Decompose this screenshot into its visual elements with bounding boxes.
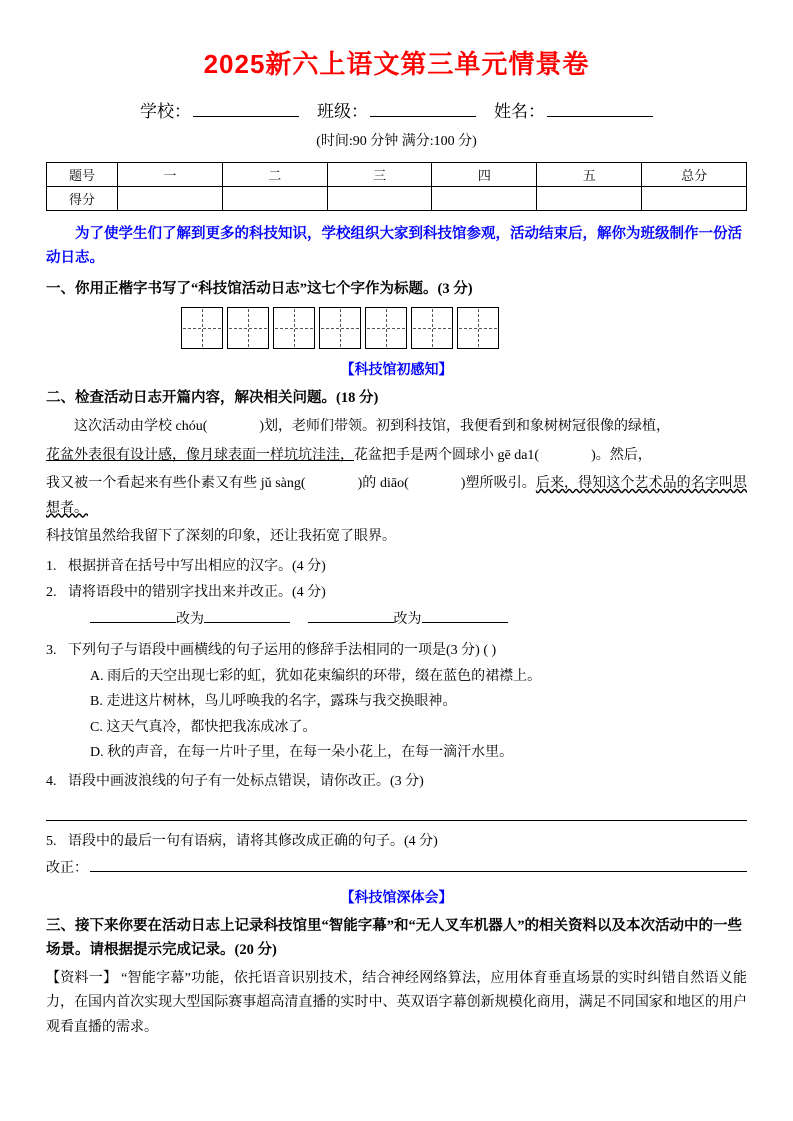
correct-label: 改正： <box>46 861 88 877</box>
right-char-blank-1[interactable] <box>204 607 290 623</box>
question-2-4 <box>46 769 747 794</box>
grid-cell[interactable] <box>319 307 361 349</box>
question-2-items-4 <box>46 769 747 794</box>
exam-subtitle: (时间:90 分钟 满分:100 分) <box>316 134 477 149</box>
item-text: 下列句子与语段中画横线的句子运用的修辞手法相同的一项是(3 分) ( ) <box>68 643 497 659</box>
table-row <box>47 163 747 187</box>
to-label-1: 改为 <box>176 612 204 628</box>
score-table-col-2: 二 <box>222 163 327 187</box>
item-number: 3. <box>46 643 57 659</box>
score-cell-3[interactable] <box>327 187 432 211</box>
question-2-1 <box>46 554 747 579</box>
passage-text-3: 花盆把手是两个圆球小 gē da1( <box>354 447 540 463</box>
class-field <box>317 97 476 122</box>
material-1-text: “智能字幕”功能，依托语音识别技术，结合神经网络算法，应用体育垂直场景的实时纠错自然语义能力，在国内首次实现大型国际赛事超高清直播的实时中、英双语字幕创新规模化商用，满足不同国家和地区的用户观看直播的需求。 <box>46 970 747 1035</box>
section-tag-1: 【科技馆初感知】 <box>340 363 453 379</box>
passage-line-3 <box>46 472 747 521</box>
item-number: 1. <box>46 558 57 574</box>
score-cell-5[interactable] <box>537 187 642 211</box>
grid-cell[interactable] <box>411 307 453 349</box>
passage-line-2 <box>46 444 747 469</box>
name-label: 姓名： <box>494 102 545 121</box>
score-table-col-1: 一 <box>118 163 223 187</box>
passage-text-8: 科技馆虽然给我留下了深刻的印象，还让我拓宽了眼界。 <box>46 529 396 545</box>
answer-row-q5[interactable] <box>46 856 747 877</box>
passage-text-6: )的 diāo( <box>357 476 409 492</box>
passage-line-1 <box>46 415 747 440</box>
section-tag-2: 【科技馆深体会】 <box>340 891 453 907</box>
item-number: 4. <box>46 774 57 790</box>
passage-text-1: 这次活动由学校 chóu( <box>74 419 208 435</box>
name-field <box>494 97 653 122</box>
grid-cell[interactable] <box>365 307 407 349</box>
table-row <box>47 187 747 211</box>
school-label: 学校： <box>140 102 191 121</box>
question-2-items <box>46 554 747 605</box>
score-table-row-header-2: 得分 <box>47 187 118 211</box>
name-input[interactable] <box>547 100 653 117</box>
page-title: 2025新六上语文第三单元情景卷 <box>203 49 590 79</box>
score-table-row-header: 题号 <box>47 163 118 187</box>
score-cell-total[interactable] <box>642 187 747 211</box>
correction-answer-row[interactable] <box>46 606 747 634</box>
school-field <box>140 97 299 122</box>
class-label: 班级： <box>317 102 368 121</box>
grid-cell[interactable] <box>457 307 499 349</box>
to-label-2: 改为 <box>393 612 422 628</box>
score-table <box>46 162 747 211</box>
grid-cell[interactable] <box>227 307 269 349</box>
passage-text-5: 我又被一个看起来有些仆素又有些 jǔ sàng( <box>46 476 306 492</box>
score-table-col-4: 四 <box>432 163 537 187</box>
material-1 <box>46 967 747 1041</box>
score-cell-4[interactable] <box>432 187 537 211</box>
question-1-heading: 一、你用正楷字书写了“科技馆活动日志”这七个字作为标题。(3 分) <box>46 280 473 297</box>
wrong-char-blank-2[interactable] <box>308 607 394 623</box>
right-char-blank-2[interactable] <box>422 607 508 623</box>
score-table-col-total: 总分 <box>642 163 747 187</box>
passage-text-7: )塑所吸引。 <box>460 476 536 492</box>
item-text: 语段中的最后一句有语病，请将其修改成正确的句子。(4 分) <box>68 834 438 850</box>
passage-wavy-sentence: 后来，得知这个艺术品的名字叫思想者。 <box>46 476 747 516</box>
question-2-2 <box>46 580 747 605</box>
passage-underlined-sentence: 花盆外表很有设计感，像月球表面一样坑坑洼洼， <box>46 447 354 463</box>
item-text: 根据拼音在括号中写出相应的汉字。(4 分) <box>68 558 326 574</box>
score-cell-2[interactable] <box>222 187 327 211</box>
question-2-items-5 <box>46 829 747 854</box>
item-text: 请将语段中的错别字找出来并改正。(4 分) <box>68 584 326 600</box>
option-b[interactable]: B. 走进这片树林，鸟儿呼唤我的名字，露珠与我交换眼神。 <box>90 694 457 710</box>
grid-cell[interactable] <box>273 307 315 349</box>
school-input[interactable] <box>193 100 299 117</box>
identity-line <box>46 97 747 122</box>
handwriting-grid[interactable] <box>181 307 747 349</box>
option-a[interactable]: A. 雨后的天空出现七彩的虹，犹如花束编织的环带，缀在蓝色的裙襟上。 <box>90 669 542 685</box>
class-input[interactable] <box>370 100 476 117</box>
option-c[interactable]: C. 这天气真冷，都快把我冻成冰了。 <box>90 719 317 735</box>
option-d[interactable]: D. 秋的声音，在每一片叶子里，在每一朵小花上，在每一滴汗水里。 <box>90 744 514 760</box>
answer-line-q5[interactable] <box>90 856 747 872</box>
question-2-3 <box>46 638 747 663</box>
answer-line-q4[interactable] <box>46 798 747 821</box>
intro-paragraph: 为了使学生们了解到更多的科技知识，学校组织大家到科技馆参观，活动结束后，解你为班级制作一份活动日志。 <box>46 226 742 266</box>
score-cell-1[interactable] <box>118 187 223 211</box>
passage-text-2: )划，老师们带领。初到科技馆，我便看到和象树树冠很像的绿植， <box>259 419 671 435</box>
item-number: 2. <box>46 584 57 600</box>
question-2-5 <box>46 829 747 854</box>
score-table-col-5: 五 <box>537 163 642 187</box>
item-text: 语段中画波浪线的句子有一处标点错误，请你改正。(3 分) <box>68 774 424 790</box>
score-table-col-3: 三 <box>327 163 432 187</box>
question-2-heading: 二、检查活动日志开篇内容，解决相关问题。(18 分) <box>46 390 379 407</box>
question-3-heading: 三、接下来你要在活动日志上记录科技馆里“智能字幕”和“无人叉车机器人”的相关资料以及本次活动中的一些场景。请根据提示完成记录。(20 分) <box>46 918 742 958</box>
material-1-label: 【资料一】 <box>46 970 118 986</box>
passage-text-4: )。然后， <box>591 447 652 463</box>
passage-line-4 <box>46 525 747 550</box>
question-2-items-3 <box>46 638 747 663</box>
wrong-char-blank-1[interactable] <box>90 607 176 623</box>
item-number: 5. <box>46 834 57 850</box>
grid-cell[interactable] <box>181 307 223 349</box>
